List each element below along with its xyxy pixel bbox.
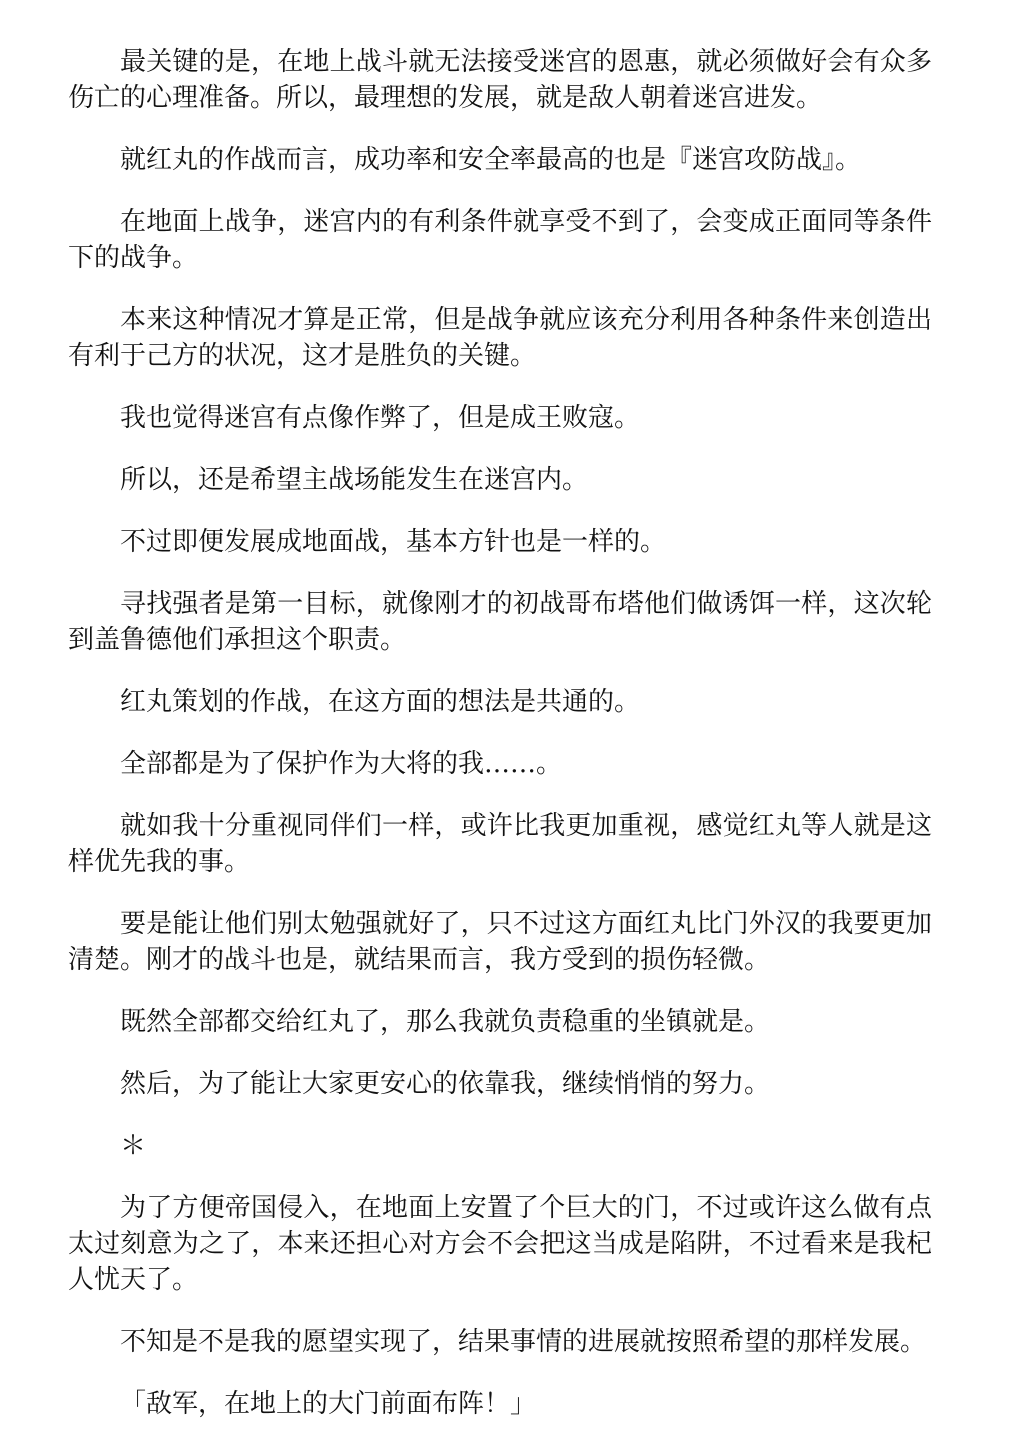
paragraph: 最关键的是，在地上战斗就无法接受迷宫的恩惠，就必须做好会有众多伤亡的心理准备。所以，最理想的发展，就是敌人朝着迷宫进发。: [68, 47, 932, 113]
paragraph: 本来这种情况才算是正常，但是战争就应该充分利用各种条件来创造出有利于己方的状况，这才是胜负的关键。: [68, 305, 932, 371]
paragraph: 不过即便发展成地面战，基本方针也是一样的。: [120, 527, 667, 557]
dialogue-line: 「敌军，在地上的大门前面布阵！」: [120, 1389, 537, 1419]
paragraph: 就红丸的作战而言，成功率和安全率最高的也是『迷宫攻防战』。: [120, 145, 862, 175]
document-page: [68, 44, 932, 1448]
paragraph: 就如我十分重视同伴们一样，或许比我更加重视，感觉红丸等人就是这样优先我的事。: [68, 811, 932, 877]
paragraph: 在地面上战争，迷宫内的有利条件就享受不到了，会变成正面同等条件下的战争。: [68, 207, 932, 273]
paragraph: 然后，为了能让大家更安心的依靠我，继续悄悄的努力。: [120, 1069, 771, 1099]
paragraph: 要是能让他们别太勉强就好了，只不过这方面红丸比门外汉的我要更加清楚。刚才的战斗也是，就结果而言，我方受到的损伤轻微。: [68, 909, 932, 975]
paragraph: 既然全部都交给红丸了，那么我就负责稳重的坐镇就是。: [120, 1007, 771, 1037]
paragraph: 寻找强者是第一目标，就像刚才的初战哥布塔他们做诱饵一样，这次轮到盖鲁德他们承担这个职责。: [68, 589, 932, 655]
paragraph: 全部都是为了保护作为大将的我……。: [120, 749, 563, 779]
paragraph: 我也觉得迷宫有点像作弊了，但是成王败寇。: [120, 403, 641, 433]
paragraph: 为了方便帝国侵入，在地面上安置了个巨大的门，不过或许这么做有点太过刻意为之了，本来还担心对方会不会把这当成是陷阱，不过看来是我杞人忧天了。: [68, 1193, 932, 1295]
section-divider: ＊: [120, 1131, 147, 1161]
paragraph: 不知是不是我的愿望实现了，结果事情的进展就按照希望的那样发展。: [120, 1327, 927, 1357]
paragraph: 所以，还是希望主战场能发生在迷宫内。: [120, 465, 589, 495]
paragraph: 红丸策划的作战，在这方面的想法是共通的。: [120, 687, 641, 717]
